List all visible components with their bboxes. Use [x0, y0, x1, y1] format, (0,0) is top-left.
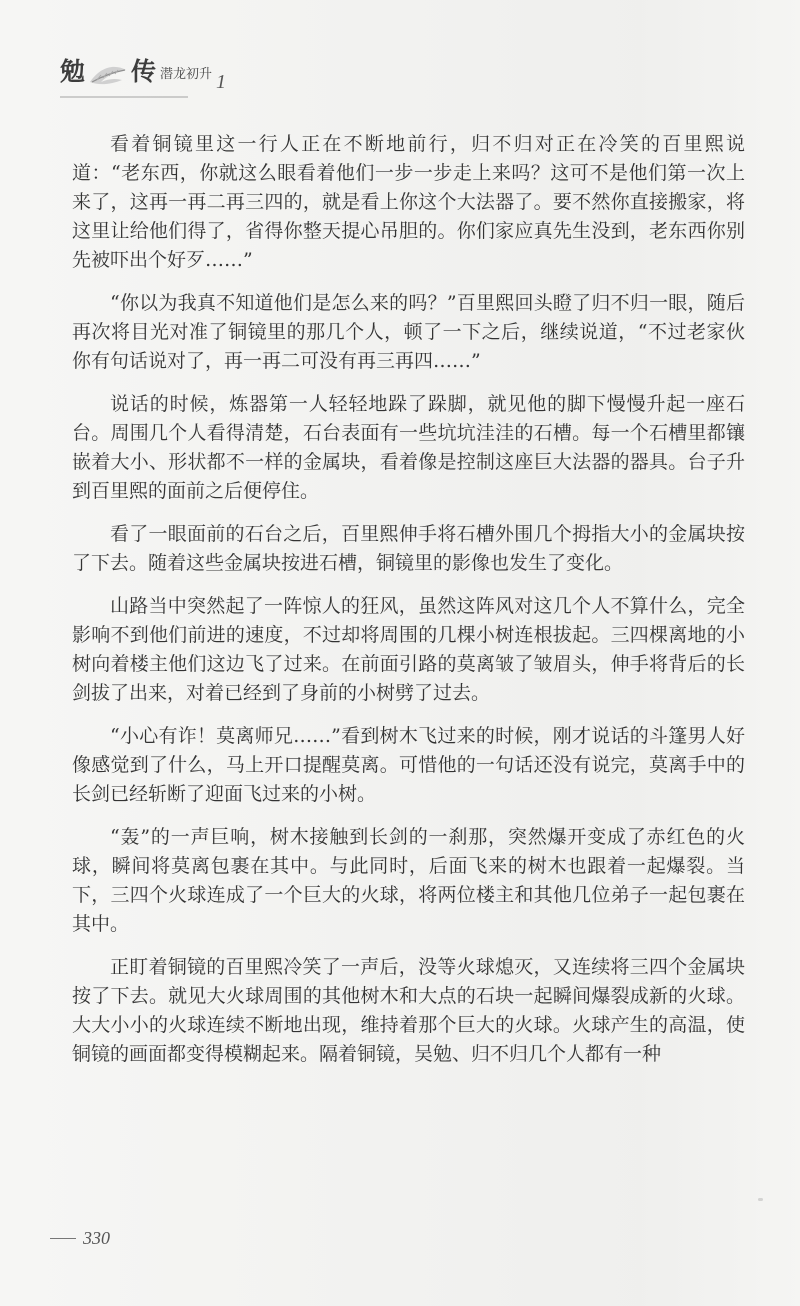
- header-subtitle: 潜龙初升: [160, 67, 213, 82]
- header-volume-number: 1: [216, 71, 227, 93]
- feather-ornament-icon: [87, 62, 129, 88]
- running-header: [60, 52, 227, 93]
- paragraph-1: 看着铜镜里这一行人正在不断地前行，归不归对正在冷笑的百里熙说道：“老东西，你就这么眼看着他们一步一步走上来吗？这可不是他们第一次上来了，这再一再二再三四的，就是看上你这个大法器了。要不然你直接搬家，将这里让给他们得了，省得你整天提心吊胆的。你们家应真先生没到，老东西你别先被吓出个好歹……”: [72, 133, 745, 271]
- book-text: [72, 130, 745, 1083]
- paragraph-4: 看了一眼面前的石台之后，百里熙伸手将石槽外围几个拇指大小的金属块按了下去。随着这些金属块按进石槽，铜镜里的影像也发生了变化。: [72, 523, 745, 574]
- paragraph-7: “轰”的一声巨响，树木接触到长剑的一刹那，突然爆开变成了赤红色的火球，瞬间将莫离包裹在其中。与此同时，后面飞来的树木也跟着一起爆裂。当下，三四个火球连成了一个巨大的火球，将两位楼主和其他几位弟子一起包裹在其中。: [72, 826, 745, 935]
- paragraph-6: “小心有诈！莫离师兄……”看到树木飞过来的时候，刚才说话的斗篷男人好像感觉到了什么，马上开口提醒莫离。可惜他的一句话还没有说完，莫离手中的长剑已经斩断了迎面飞过来的小树。: [72, 725, 745, 805]
- paragraph-8: 正盯着铜镜的百里熙冷笑了一声后，没等火球熄灭，又连续将三四个金属块按了下去。就见大火球周围的其他树木和大点的石块一起瞬间爆裂成新的火球。大大小小的火球连续不断地出现，维持着那个巨大的火球。火球产生的高温，使铜镜的画面都变得模糊起来。隔着铜镜，吴勉、归不归几个人都有一种: [72, 956, 745, 1065]
- header-title-left: 勉: [60, 57, 86, 86]
- page-footer: [50, 1228, 110, 1249]
- page-number: 330: [83, 1228, 110, 1248]
- header-title-right: 传: [131, 57, 157, 86]
- header-divider: [60, 96, 188, 98]
- paragraph-5: 山路当中突然起了一阵惊人的狂风，虽然这阵风对这几个人不算什么，完全影响不到他们前进的速度，不过却将周围的几棵小树连根拔起。三四棵离地的小树向着楼主他们这边飞了过来。在前面引路的莫离皱了皱眉头，伸手将背后的长剑拔了出来，对着已经到了身前的小树劈了过去。: [72, 595, 745, 704]
- footer-dash: [50, 1238, 76, 1239]
- paragraph-3: 说话的时候，炼器第一人轻轻地跺了跺脚，就见他的脚下慢慢升起一座石台。周围几个人看得清楚，石台表面有一些坑坑洼洼的石槽。每一个石槽里都镶嵌着大小、形状都不一样的金属块，看着像是控制这座巨大法器的器具。台子升到百里熙的面前之后便停住。: [72, 393, 745, 502]
- paragraph-2: “你以为我真不知道他们是怎么来的吗？”百里熙回头瞪了归不归一眼，随后再次将目光对准了铜镜里的那几个人，顿了一下之后，继续说道，“不过老家伙你有句话说对了，再一再二可没有再三再四……”: [72, 292, 745, 372]
- paper-speck: [758, 1198, 763, 1201]
